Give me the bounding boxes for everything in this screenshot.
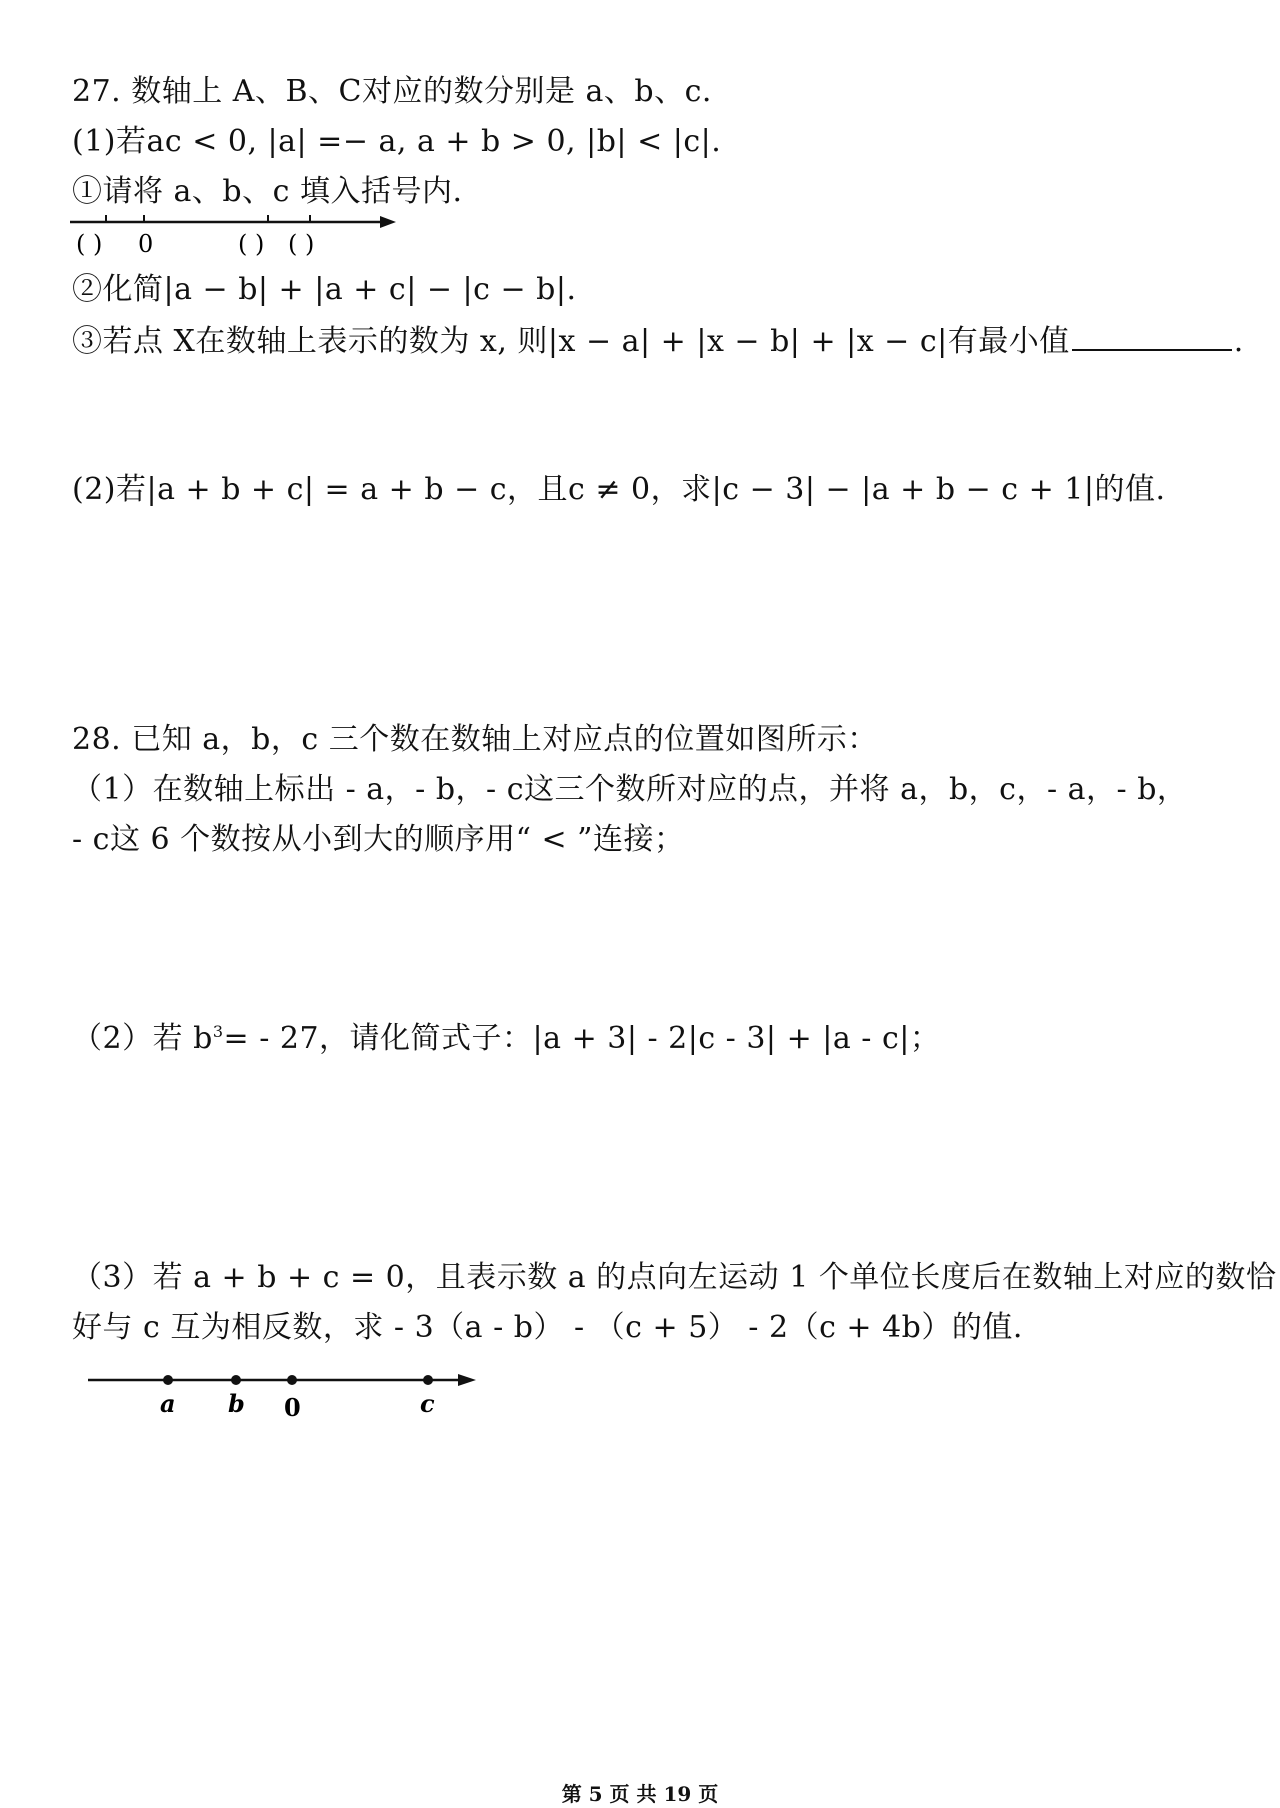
q27-axis-bracket-3: ( ) — [288, 230, 315, 258]
q27-number-line — [62, 208, 402, 264]
answer-blank — [1072, 323, 1232, 351]
q27-axis-zero: 0 — [138, 230, 154, 258]
q28-part2-exponent: 3 — [212, 1022, 224, 1041]
q27-part1-condition: (1)若ac < 0, |a| =− a, a + b > 0, |b| < |c|. — [72, 124, 722, 159]
q28-axis-label-a: a — [160, 1389, 176, 1418]
q27-title: 27. 数轴上 A、B、C对应的数分别是 a、b、c. — [72, 74, 712, 109]
q27-part1-step3 — [72, 322, 1244, 362]
q28-axis-label-zero: 0 — [284, 1393, 301, 1422]
q28-title: 28. 已知 a，b，c 三个数在数轴上对应点的位置如图所示： — [72, 722, 878, 757]
q28-part1-line1: （1）在数轴上标出 - a，- b，- c这三个数所对应的点，并将 a，b，c，- a，- b， — [72, 772, 1188, 807]
q27-step3-text: ③若点 X在数轴上表示的数为 x, 则|x − a| + |x − b| + |x − c|有最小值 — [72, 324, 1070, 359]
q28-part2 — [72, 1012, 940, 1059]
q27-part1-step1: ①请将 a、b、c 填入括号内. — [72, 174, 463, 209]
q28-part2-post: = - 27，请化简式子：|a + 3| - 2|c - 3| + |a - c|； — [223, 1021, 941, 1056]
page-footer: 第 5 页 共 19 页 — [561, 1782, 719, 1806]
q27-axis-bracket-2: ( ) — [238, 230, 265, 258]
q27-axis-bracket-1: ( ) — [76, 230, 103, 258]
q28-axis-label-b: b — [228, 1389, 245, 1418]
q28-axis-label-c: c — [420, 1389, 435, 1418]
q27-part2: (2)若|a + b + c| = a + b − c，且c ≠ 0，求|c − 3| − |a + b − c + 1|的值. — [72, 472, 1166, 507]
q27-part1-step2: ②化简|a − b| + |a + c| − |c − b|. — [72, 272, 577, 307]
q28-number-line — [80, 1366, 480, 1426]
q28-part3-line2: 好与 c 互为相反数，求 - 3（a - b） - （c + 5） - 2（c + 4b）的值. — [72, 1310, 1023, 1345]
q28-part1-line2: - c这 6 个数按从小到大的顺序用“ < ”连接； — [72, 822, 685, 857]
q28-part3-line1: （3）若 a + b + c = 0，且表示数 a 的点向左运动 1 个单位长度后在数轴上对应的数恰 — [72, 1260, 1277, 1295]
q28-part2-pre: （2）若 b — [72, 1021, 213, 1056]
q27-step3-end: . — [1233, 324, 1244, 359]
